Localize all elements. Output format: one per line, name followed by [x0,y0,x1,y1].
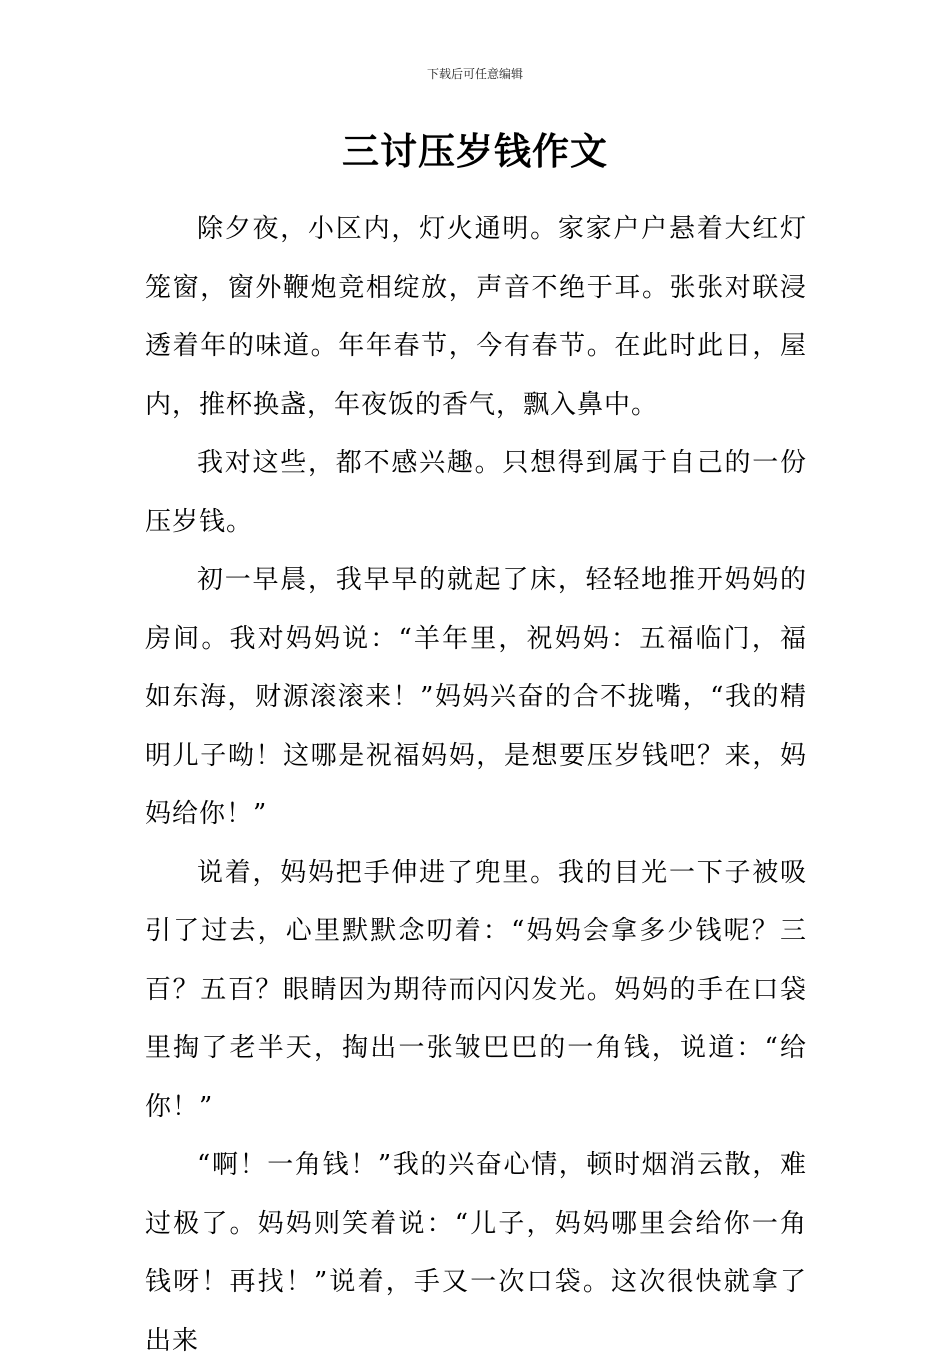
paragraph: 初一早晨，我早早的就起了床，轻轻地推开妈妈的房间。我对妈妈说：“羊年里，祝妈妈：五福临门，福如东海，财源滚滚来！”妈妈兴奋的合不拢嘴，“我的精明儿子呦！这哪是祝福妈妈，是想要压岁钱吧？来，妈妈给你！” [145,565,807,829]
paragraph: 我对这些，都不感兴趣。只想得到属于自己的一份压岁钱。 [145,448,807,537]
paragraph: “啊！一角钱！”我的兴奋心情，顿时烟消云散，难过极了。妈妈则笑着说：“儿子，妈妈哪里会给你一角钱呀！再找！”说着，手又一次口袋。这次很快就拿了出来 [145,1150,807,1356]
paragraph: 除夕夜，小区内，灯火通明。家家户户悬着大红灯笼窗，窗外鞭炮竞相绽放，声音不绝于耳。张张对联浸透着年的味道。年年春节，今有春节。在此时此日，屋内，推杯换盏，年夜饭的香气，飘入鼻中。 [145,214,807,420]
paragraph: 说着，妈妈把手伸进了兜里。我的目光一下子被吸引了过去，心里默默念叨着：“妈妈会拿多少钱呢？三百？五百？眼睛因为期待而闪闪发光。妈妈的手在口袋里掏了老半天，掏出一张皱巴巴的一角钱，说道：“给你！” [145,857,807,1122]
document-body [145,200,807,1370]
header-note: 下载后可任意编辑 [426,67,523,81]
document-title: 三讨压岁钱作文 [342,130,608,173]
